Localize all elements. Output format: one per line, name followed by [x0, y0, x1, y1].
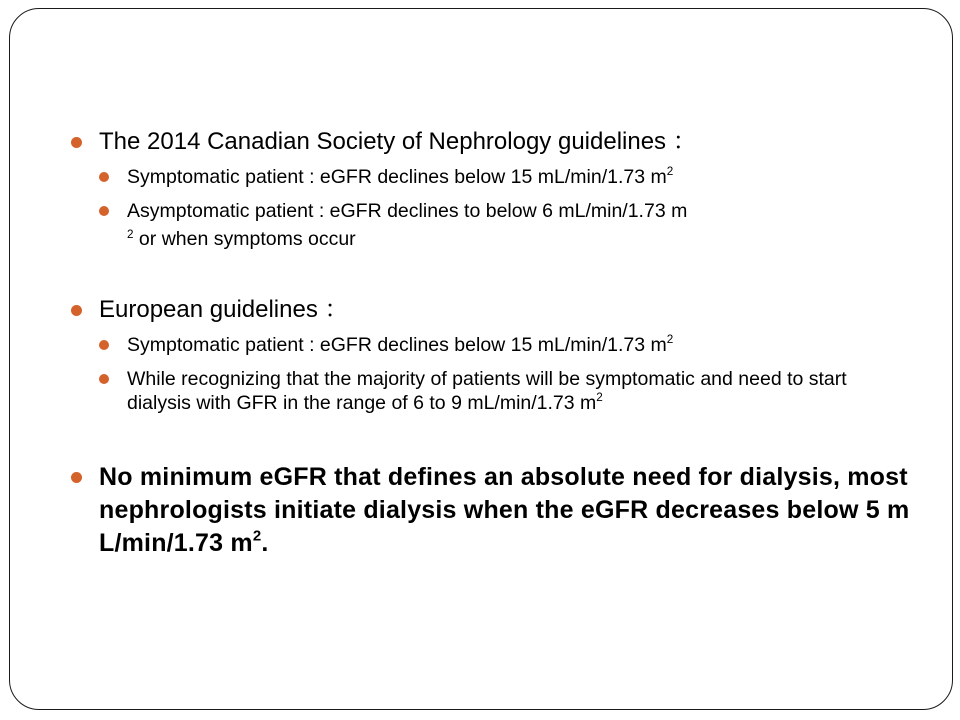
- bullet-dot-icon: [99, 340, 109, 350]
- bullet-dot-icon: [71, 305, 82, 316]
- canadian-guidelines-heading: The 2014 Canadian Society of Nephrology guidelines ：: [99, 128, 697, 155]
- slide-content: [71, 127, 911, 560]
- bullet-dot-icon: [71, 137, 82, 148]
- bullet-european-guidelines: [71, 295, 911, 325]
- bullet-dot-icon: [71, 472, 82, 483]
- bullet-european-majority: [99, 367, 907, 415]
- superscript: 2: [666, 332, 674, 346]
- conclusion-text: No minimum eGFR that defines an absolute need for dialysis, most nephrologists initiate dialysis when the eGFR decreases below 5 mL/min/1.73 m: [99, 463, 910, 558]
- bullet-dot-icon: [99, 374, 109, 384]
- canadian-symptomatic-text: Symptomatic patient : eGFR declines below 15 mL/min/1.73 m: [127, 166, 667, 188]
- bullet-dot-icon: [99, 206, 109, 216]
- european-symptomatic-text: Symptomatic patient : eGFR declines below 15 mL/min/1.73 m: [127, 334, 667, 357]
- slide-frame: [9, 8, 953, 710]
- canadian-asymptomatic-line1: Asymptomatic patient : eGFR declines to below 6 mL/min/1.73 m: [127, 200, 688, 222]
- bullet-canadian-symptomatic: [99, 165, 907, 189]
- bullet-canadian-asymptomatic: [99, 199, 907, 251]
- bullet-dot-icon: [99, 172, 109, 182]
- bullet-european-symptomatic: [99, 333, 907, 357]
- superscript: 2: [252, 527, 262, 545]
- conclusion-tail: .: [261, 529, 269, 558]
- european-guidelines-heading: European guidelines ：: [99, 296, 349, 324]
- canadian-asymptomatic-line2: or when symptoms occur: [133, 228, 356, 251]
- bullet-conclusion: [71, 461, 911, 560]
- european-majority-text: While recognizing that the majority of patients will be symptomatic and need to start dialysis with GFR in the range of 6 to 9 mL/min/1.73 m: [127, 368, 847, 415]
- superscript: 2: [596, 390, 603, 404]
- bullet-canadian-guidelines: [71, 127, 911, 157]
- superscript: 2: [666, 164, 674, 178]
- superscript: 2: [127, 228, 134, 241]
